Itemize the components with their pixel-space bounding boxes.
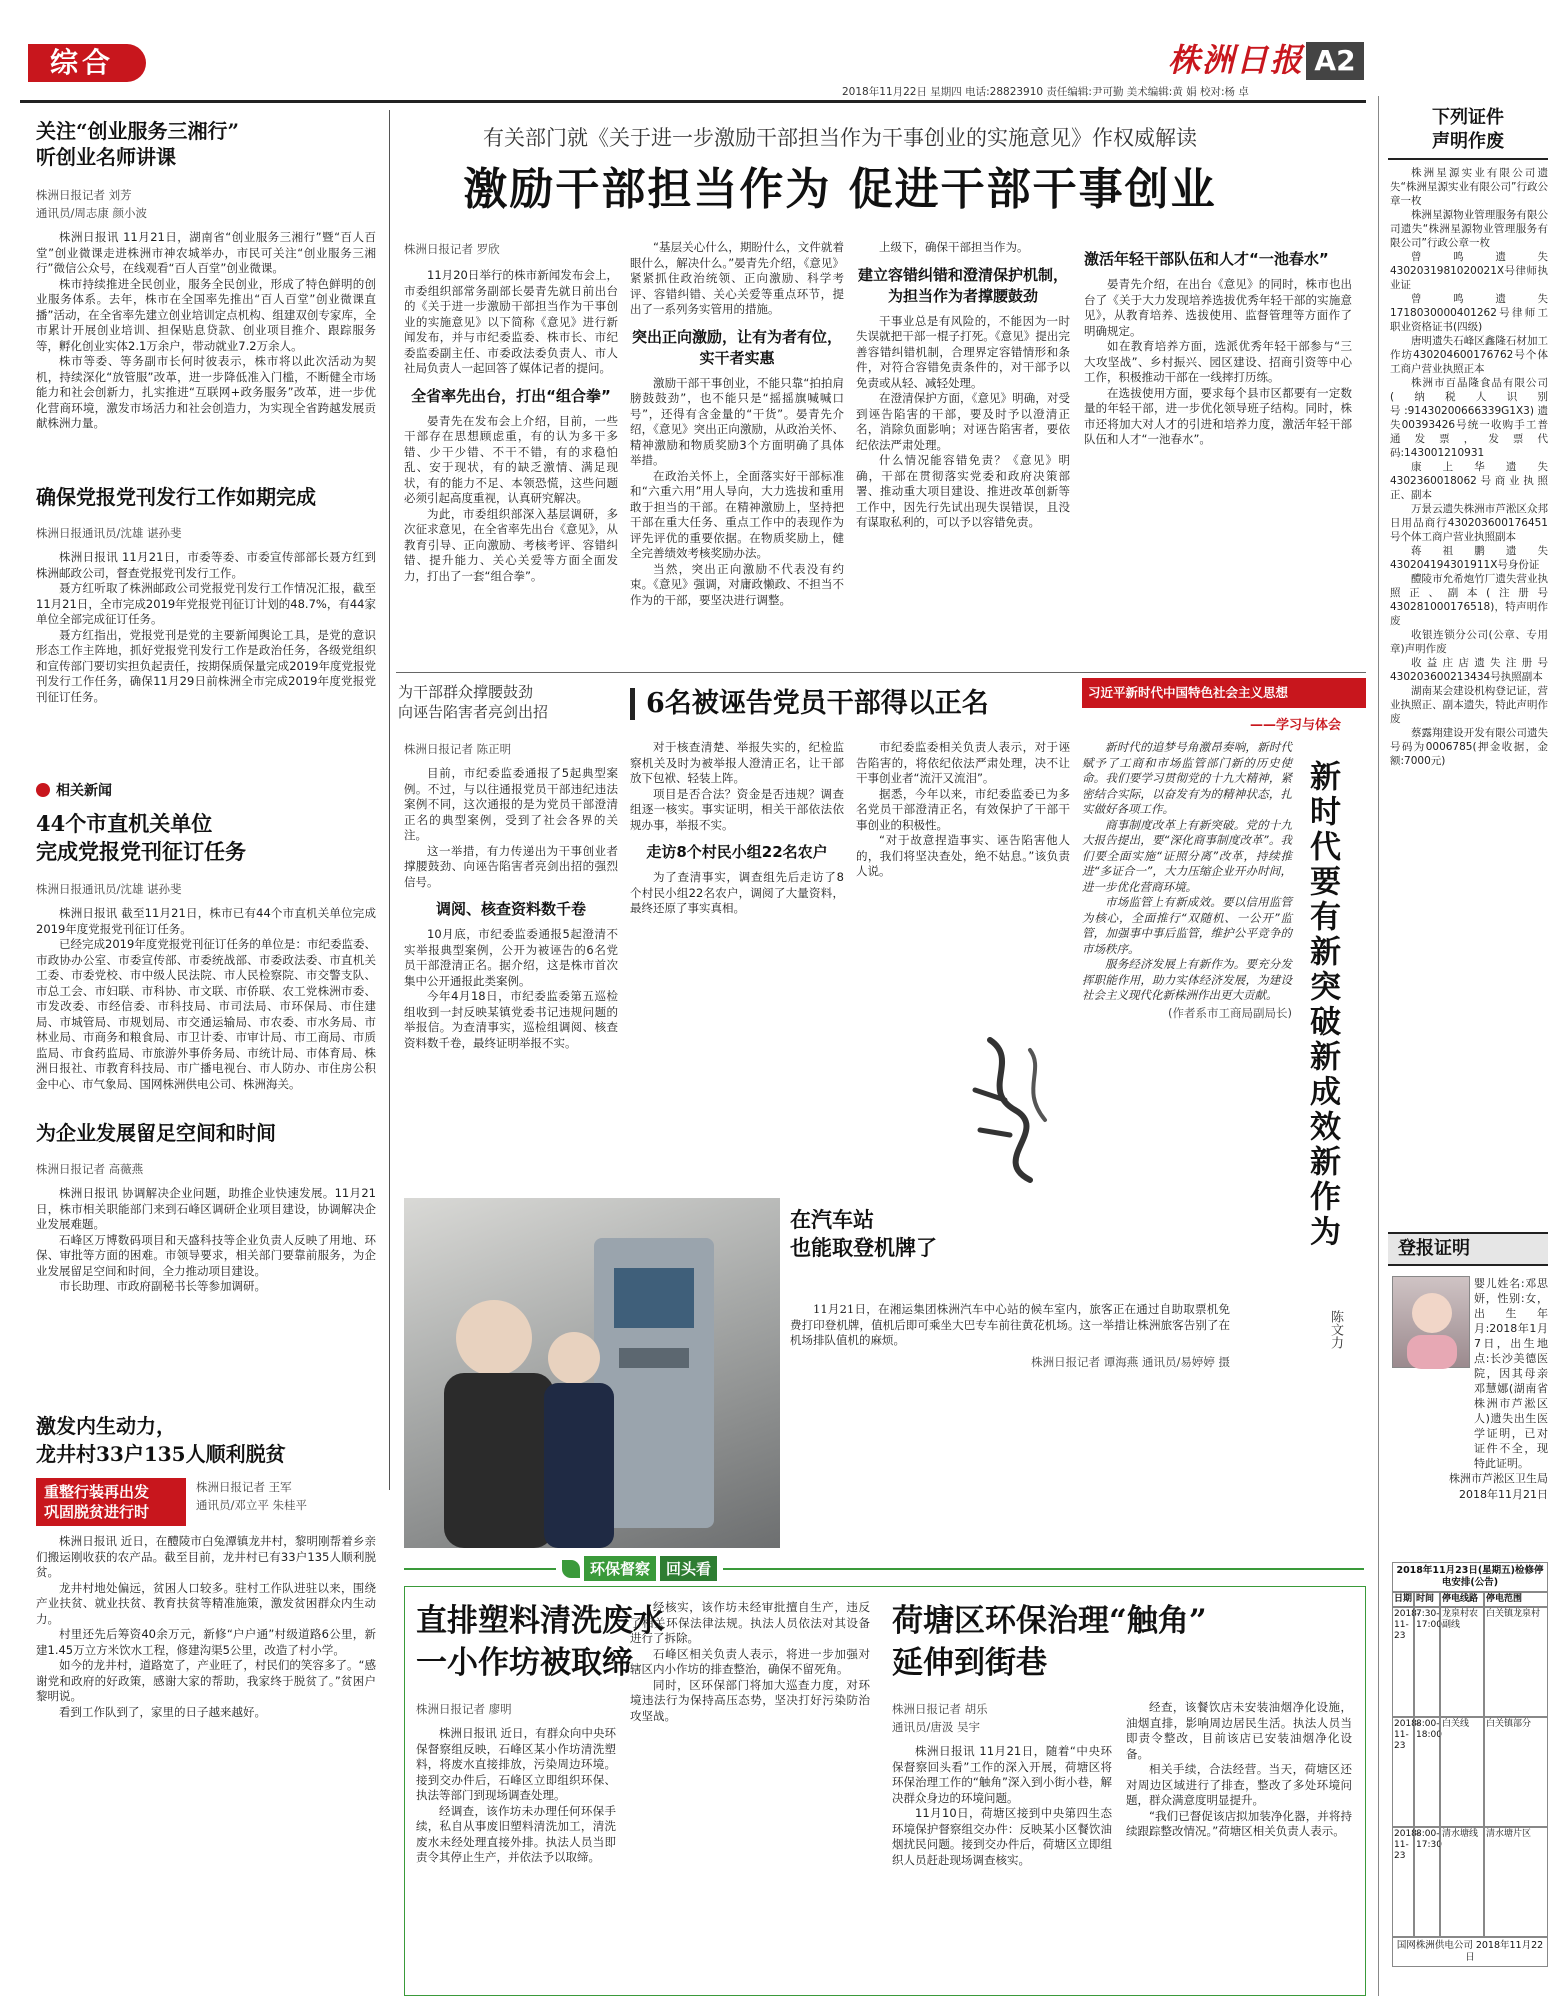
lotus-byline-2: 通讯员/唐汲 吴宇	[892, 1720, 981, 1734]
notice-item: 蒋祖鹏遗失430204194301911X号身份证	[1390, 545, 1548, 571]
main-c3-p3: 在澄清保护方面，《意见》明确，对受到诬告陷害的干部，要及时予以澄清正名，消除负面影响；对诬告陷害者，要依纪依法严肃处理。	[856, 391, 1070, 452]
related-p1: 株洲日报讯 截至11月21日，株市已有44个市直机关单位完成2019年度党报党刊征订任务。	[36, 906, 376, 936]
left-column-rule	[389, 110, 390, 1490]
thought-banner-text: 习近平新时代中国特色社会主义思想	[1088, 685, 1289, 700]
notices-header	[1388, 106, 1548, 160]
thought-author: 陈文力	[1328, 1310, 1343, 1349]
poverty-p2: 龙井村地处偏远，贫困人口较多。驻村工作队进驻以来，围绕产业扶贫、就业扶贫、教育扶贫等精准施策，激发贫困群众内生动力。	[36, 1580, 376, 1626]
calligraphy-brush-icon	[960, 1030, 1065, 1190]
notice-item: 株洲市百晶隆食品有限公司(纳税人识别号:91430200666339G1X3)遗失00393426号统一收购手工普通发票，发票代码:143001210931	[1390, 377, 1548, 459]
party-p3: 聂方红指出，党报党刊是党的主要新闻舆论工具，是党的意识形态工作主阵地，抓好党报党刊发行工作是政治任务，各级党组织和宣传部门要切实担负起责任，按期保质保量完成2019年度党报党刊发行工作任务，确保11月29日前株洲全市完成2019年度党报党刊征订任务。	[36, 627, 376, 704]
lotus-title-1: 荷塘区环保治理“触角”	[892, 1603, 1207, 1639]
notice-item: 万景云遗失株洲市芦淞区众邦日用品商行430203600176451号个体工商户营业执照副本	[1390, 503, 1548, 543]
lotus-byline-1: 株洲日报记者 胡乐	[892, 1702, 988, 1716]
frame-title: 6名被诬告党员干部得以正名	[646, 688, 989, 719]
notices-list	[1390, 166, 1548, 768]
outage-cell: 清水塘片区	[1484, 1827, 1548, 1937]
startup-p3: 株市等委、等务副市长何时彼表示，株市将以此次活动为契机，持续深化“放管服”改革，进一步降低准入门槛，不断健全市场能力和社会创新力，扎实推进“互联网+政务服务”改革，进一步优化营商环境，激发市场活力和社会创造力，为实现全省跨越发展贡献株洲力量。	[36, 354, 376, 430]
main-bottom-rule	[396, 672, 1366, 673]
main-kicker: 有关部门就《关于进一步激励干部担当作为干事创业的实施意见》作权威解读	[483, 126, 1197, 150]
thought-footer: (作者系市工商局副局长)	[1168, 1005, 1292, 1020]
notice-item: 株洲星源实业有限公司遗失“株洲星源实业有限公司”行政公章一枚	[1390, 167, 1548, 207]
enterprise-p2: 石峰区万博数码项目和天盛科技等企业负责人反映了用地、环保、审批等方面的困难。市领导要求，相关部门要靠前服务，为企业发展留足空间和时间，全力推动项目建设。	[36, 1232, 376, 1278]
env-rule	[404, 1568, 1364, 1570]
notice-item: 唐明遗失石峰区鑫隆石材加工作坊430204600176762号个体工商户营业执照正本	[1390, 335, 1548, 375]
notice-item: 收益庄店遗失注册号430203600213434号执照副本	[1390, 657, 1548, 683]
lotus-p1: 株洲日报讯 11月21日，随着“中央环保督察回头看”工作的深入开展，荷塘区将环保治理工作的“触角”深入到小街小巷，解决群众身边的环境问题。	[892, 1744, 1112, 1805]
main-c2-p3: 在政治关怀上，全面落实好干部标准和“六重六用”用人导向，大力选拔和重用敢于担当的干部。在精神激励上，坚持把干部在重大任务、重点工作中的表现作为评先评优的重要依据。在物质奖励上，健全完善绩效考核奖励办法。	[630, 468, 844, 560]
frame-kicker	[398, 682, 638, 722]
plastic-p5: 同时，区环保部门将加大巡查力度，对环境违法行为保持高压态势，坚决打好污染防治攻坚战。	[630, 1677, 870, 1723]
frame-kicker-2: 向诬告陷害者亮剑出招	[398, 703, 549, 721]
main-c2-p2: 激励干部干事创业，不能只靠“拍拍肩膀鼓鼓劲”，也不能只是“摇摇旗喊喊口号”，还得有含金量的“干货”。晏青先介绍，《意见》突出正向激励，从政治关怀、精神激励和物质奖励3个方面明确了具体举措。	[630, 375, 844, 467]
frame-c1-p2: 这一举措，有力传递出为干事创业者撑腰鼓劲、向诬告陷害者亮剑出招的强烈信号。	[404, 843, 618, 889]
main-col-3	[856, 240, 1070, 531]
main-c1-p2: 晏青先在发布会上介绍，目前，一些干部存在思想顾虑重，有的认为多干多错、少干少错、不干不错，有的求稳怕乱、安于现状，有的缺乏激情、满足现状，有的能力不足、本领恐慌，这些问题必须引起高度重视，认真研究解决。	[404, 413, 618, 505]
birth-header-text: 登报证明	[1398, 1238, 1470, 1259]
frame-col-3	[856, 740, 1070, 880]
poverty-banner	[36, 1478, 186, 1526]
party-p1: 株洲日报讯 11月21日，市委等委、市委宣传部部长聂方红到株洲邮政公司，督查党报党刊发行工作。	[36, 550, 376, 580]
photo-caption	[790, 1206, 1230, 1371]
notices-header-2: 声明作废	[1432, 131, 1504, 152]
section-label: 综合	[50, 46, 115, 79]
notices-header-1: 下列证件	[1432, 107, 1504, 128]
outage-title: 2018年11月23日(星期五)检修停电安排(公告)	[1392, 1562, 1548, 1592]
main-c3-p2: 干事业总是有风险的，不能因为一时失误就把干部一棍子打死。《意见》提出完善容错纠错机制，合理界定容错情形和条件，对符合容错免责条件的，对干部予以免责或从轻、减轻处理。	[856, 313, 1070, 390]
main-c4-sub: 激活年轻干部队伍和人才“一池春水”	[1084, 250, 1329, 268]
main-c1-p1: 11月20日举行的株市新闻发布会上，市委组织部常务副部长晏青先就日前出台的《关于进一步激励干部担当作为干事创业的实施意见》以下简称《意见》进行新闻发布，并与市纪委监委、株市长、市纪委监委副主任、市委政法委负责人、市人社局负责人一起回答了媒体记者的提问。	[404, 268, 618, 375]
party-p2: 聂方红听取了株洲邮政公司党报党刊发行工作情况汇报，截至11月21日，全市完成2019年党报党刊征订计划的48.7%，有44家单位全部完成征订任务。	[36, 581, 376, 626]
enterprise-p3: 市长助理、市政府副秘书长等参加调研。	[59, 1279, 266, 1293]
frame-kicker-1: 为干部群众撑腰鼓劲	[398, 683, 534, 701]
masthead-rule	[20, 100, 1366, 103]
plastic-title-2: 一小作坊被取缔	[416, 1645, 633, 1681]
startup-byline-2: 通讯员/周志康 颜小波	[36, 206, 148, 220]
frame-c2-p1: 对于核查清楚、举报失实的，纪检监察机关及时为被举报人澄清正名，让干部放下包袱、轻装上阵。	[630, 740, 844, 785]
related-title-1: 44个市直机关单位	[36, 811, 213, 836]
plastic-p3: 经核实，该作坊未经审批擅自生产，违反了相关环保法律法规。执法人员依法对其设备进行了拆除。	[630, 1600, 870, 1645]
enterprise-article	[36, 1120, 376, 1295]
related-news	[36, 780, 376, 1092]
notice-item: 曾鸣遗失1718030000401262号律师工职业资格证书(四级)	[1390, 293, 1548, 333]
related-news-tag	[36, 780, 376, 800]
plastic-p4: 石峰区相关负责人表示，将进一步加强对辖区内小作坊的排查整治，确保不留死角。	[630, 1646, 870, 1676]
thought-text	[1082, 740, 1292, 1022]
main-c2-p4: 当然，突出正向激励不代表没有约束。《意见》强调，对庸政懒政、不担当不作为的干部，要坚决进行调整。	[630, 561, 844, 607]
poverty-banner-2: 巩固脱贫进行时	[44, 1503, 150, 1521]
frame-c3-p1: 市纪委监委相关负责人表示，对于诬告陷害的，将依纪依法严肃处理，决不让干事创业者“流汗又流泪”。	[856, 740, 1070, 785]
main-c2-p1: “基层关心什么，期盼什么，文件就着眼什么，解决什么。”晏青先介绍，《意见》紧紧抓住政治统领、正向激励、科学考评、容错纠错、关心关爱等重点环节，提出了一系列务实管用的措施。	[630, 240, 844, 316]
photo-title-1: 在汽车站	[790, 1207, 874, 1232]
lotus-col-2	[1126, 1700, 1352, 1840]
notice-item: 株洲星源物业管理服务有限公司遗失“株洲星源物业管理服务有限公司”行政公章一枚	[1390, 209, 1548, 249]
photo-credit: 株洲日报记者 谭海燕 通讯员/易婷婷 摄	[1031, 1354, 1230, 1369]
notice-item: 曾鸣遗失4302031981020021X号律师执业证	[1390, 251, 1548, 291]
plastic-col-2	[630, 1600, 870, 1724]
bullet-icon	[36, 783, 50, 797]
poverty-banner-1: 重整行装再出发	[44, 1483, 150, 1501]
main-byline: 株洲日报记者 罗欣	[404, 242, 500, 256]
frame-c1-p3: 10月底，市纪委监委通报5起澄清不实举报典型案例，公开为被诬告的6名党员干部澄清正名。据介绍，这是株市首次集中公开通报此类案例。	[404, 927, 618, 988]
photo-caption-text: 11月21日，在湘运集团株洲汽车中心站的候车室内，旅客正在通过自助取票机免费打印登机牌，值机后即可乘坐大巴专车前往黄花机场。这一举措让株洲旅客告别了在机场排队值机的麻烦。	[790, 1302, 1230, 1347]
poverty-p5: 看到工作队到了，家里的日子越来越好。	[59, 1704, 266, 1719]
main-col-2	[630, 240, 844, 608]
main-c2-sub: 突出正向激励，让有为者有位，实干者实惠	[631, 327, 842, 367]
main-c4-p2: 如在教育培养方面，选派优秀年轻干部参与“三大攻坚战”、乡村振兴、园区建设、招商引资等中心工作，积极推动干部在一线摔打历练。	[1084, 339, 1352, 384]
outage-header: 时间	[1414, 1592, 1440, 1607]
frame-c1-p1: 目前，市纪委监委通报了5起典型案例。不过，与以往通报党员干部违纪违法案例不同，这次通报的是为党员干部澄清正名的典型案例，受到了社会各界的关注。	[404, 766, 618, 842]
main-col-4	[1084, 240, 1352, 448]
frame-c3-p3: “对于故意捏造事实、诬告陷害他人的，我们将坚决查处，绝不姑息。”该负责人说。	[856, 833, 1070, 878]
startup-title-1: 关注“创业服务三湘行”	[36, 119, 240, 143]
thought-p1: 新时代的追梦号角激昂奏响，新时代赋予了工商和市场监管部门新的历史使命。我们要学习贯彻党的十九大精神，紧密结合实际，以奋发有为的精神状态，扎实做好各项工作。	[1082, 740, 1292, 816]
lotus-col-1	[892, 1700, 1112, 1868]
notice-item: 蔡露翔建设开发有限公司遗失号码为0006785(押金收据，金额:7000元)	[1390, 727, 1548, 767]
lotus-p5: “我们已督促该店拟加装净化器，并将持续跟踪整改情况。”荷塘区相关负责人表示。	[1126, 1808, 1352, 1838]
poverty-p4: 如今的龙井村，道路宽了，产业旺了，村民们的笑容多了。“感谢党和政府的好政策，感谢大家的帮助，我家终于脱贫了。”贫困户黎明说。	[36, 1658, 376, 1703]
page-number: A2	[1306, 42, 1364, 80]
enterprise-byline: 株洲日报记者 高薇燕	[36, 1162, 144, 1176]
related-title-2: 完成党报党刊征订任务	[36, 839, 246, 864]
notice-item: 醴陵市允希炮竹厂遗失营业执照正、副本(注册号430281000176518)，特声明作废	[1390, 573, 1548, 627]
right-column-rule	[1378, 96, 1379, 1996]
party-title: 确保党报党刊发行工作如期完成	[36, 485, 316, 509]
plastic-col-1	[416, 1700, 616, 1866]
lotus-p2: 11月10日，荷塘区接到中央第四生态环境保护督察组交办件：反映某小区餐饮油烟扰民问题。接到交办件后，荷塘区立即组织人员赶赴现场调查核实。	[892, 1806, 1112, 1867]
outage-cell: 7:30-17:00	[1414, 1607, 1440, 1717]
frame-title-mark	[630, 688, 635, 720]
related-byline: 株洲日报通讯员/沈雄 谌孙斐	[36, 882, 182, 896]
birth-text-block	[1392, 1276, 1548, 1502]
notice-item: 收银连锁分公司(公章、专用章)声明作废	[1390, 629, 1548, 655]
outage-table	[1392, 1562, 1548, 1967]
lotus-p4: 相关手续，合法经营。当天，荷塘区还对周边区域进行了排查，整改了多处环境问题，群众满意度明显提升。	[1126, 1762, 1352, 1807]
plastic-title-1: 直排塑料清洗废水	[416, 1603, 664, 1639]
startup-p2: 株市持续推进全民创业，服务全民创业，形成了特色鲜明的创业服务体系。去年，株市在全国率先推出“百人百堂”创业微课直播”活动，在全省率先建立创业培训定点机构、组建双创专家库，全市累计开展创业培训、担保贴息贷款、创业项目推介、跟踪服务等，孵化创业实体2.1万余户，带动就业7.2万余人。	[36, 276, 376, 353]
party-byline: 株洲日报通讯员/沈雄 谌孙斐	[36, 526, 182, 540]
photo-title-2: 也能取登机牌了	[790, 1235, 937, 1260]
env-banner-label: 环保督察	[584, 1556, 656, 1581]
birth-header	[1388, 1232, 1548, 1266]
startup-article	[36, 118, 376, 432]
thought-p2: 商事制度改革上有新突破。党的十九大报告提出，要“深化商事制度改革”。我们要全面实施“证照分离”改革，持续推进“多证合一”，大力压缩企业开办时间，进一步优化营商环境。	[1082, 817, 1292, 894]
calligraphy-art	[960, 1030, 1065, 1190]
env-banner	[556, 1556, 723, 1581]
outage-cell: 2018-11-23	[1392, 1827, 1414, 1937]
kiosk-photo-icon	[404, 1198, 780, 1548]
main-col-1	[404, 240, 618, 584]
frame-col-2	[630, 740, 844, 917]
frame-c1-p4: 今年4月18日，市纪委监委第五巡检组收到一封反映某镇党委书记违规问题的举报信。为查清事实，巡检组调阅、核查资料数千卷，最终证明举报不实。	[404, 989, 618, 1050]
main-c3-p4: 什么情况能容错免责？《意见》明确，干部在贯彻落实党委和政府决策部署、推动重大项目建设、推进改革创新等工作中，因先行先试出现失误错误，且没有谋取私利的，可以予以容错免责。	[856, 453, 1070, 529]
outage-header: 停电范围	[1484, 1592, 1548, 1607]
frame-c3-p2: 据悉，今年以来，市纪委监委已为多名党员干部澄清正名，有效保护了干部干事创业的积极性。	[856, 786, 1070, 832]
poverty-byline-2: 通讯员/邓立平 朱桂平	[196, 1498, 308, 1512]
startup-byline-1: 株洲日报记者 刘芳	[36, 188, 132, 202]
outage-cell: 8:00-17:30	[1414, 1827, 1440, 1937]
leaf-icon	[562, 1560, 580, 1578]
outage-cell: 白关镇部分	[1484, 1717, 1548, 1827]
paper-name: 株洲日报	[1168, 41, 1305, 79]
lotus-article	[892, 1600, 1352, 1684]
birth-footer: 株洲市芦淞区卫生局	[1449, 1472, 1548, 1485]
notice-item: 康上华遗失4302360018062号商业执照正、副本	[1390, 461, 1548, 501]
main-c1-sub: 全省率先出台，打出“组合拳”	[411, 386, 611, 405]
outage-cell: 龙泉村农副线	[1440, 1607, 1484, 1717]
poverty-byline-1: 株洲日报记者 王军	[196, 1480, 292, 1494]
plastic-p1: 株洲日报讯 近日，有群众向中央环保督察组反映，石峰区某小作坊清洗塑料，将废水直接排放，污染周边环境。接到交办件后，石峰区立即组织环保、执法等部门到现场调查处理。	[416, 1726, 616, 1802]
main-c4-p3: 在选拔使用方面，要求每个县市区都要有一定数量的年轻干部，进一步优化领导班子结构。同时，株市还将加大对人才的引进和培养力度，激活年轻干部队伍和人才“一池春水”。	[1084, 385, 1352, 446]
poverty-title-1: 激发内生动力，	[36, 1414, 176, 1438]
outage-cell: 清水塘线	[1440, 1827, 1484, 1937]
frame-c2-p3: 为了查清事实，调查组先后走访了8个村民小组22名农户，调阅了大量资料，最终还原了事实真相。	[630, 870, 844, 915]
poverty-p1: 株洲日报讯 近日，在醴陵市白兔潭镇龙井村，黎明刚帮着乡亲们搬运刚收获的农产品。截至目前，龙井村已有33户135人顺利脱贫。	[36, 1534, 376, 1579]
party-article	[36, 484, 376, 705]
dateline: 2018年11月22日 星期四 电话:28823910 责任编辑:尹可勤 美术编辑:黄 娟 校对:杨 卓	[842, 86, 1249, 98]
outage-cell: 白关线	[1440, 1717, 1484, 1827]
main-c1-p3: 为此，市委组织部深入基层调研，多次征求意见，在全省率先出台《意见》，从教育引导、正向激励、考核考评、容错纠错、提升能力、关心关爱等方面全面发力，打出了一套“组合拳”。	[404, 506, 618, 583]
frame-col-1	[404, 740, 618, 1051]
outage-cell: 2018-11-23	[1392, 1717, 1414, 1827]
notice-item: 湖南某会建设机构登记证，营业执照正、副本遗失，特此声明作废	[1390, 685, 1548, 725]
outage-header: 停电线路	[1440, 1592, 1484, 1607]
frame-byline: 株洲日报记者 陈正明	[404, 742, 512, 756]
outage-header: 日期	[1392, 1592, 1414, 1607]
startup-p1: 株洲日报讯 11月21日，湖南省“创业服务三湘行”暨“百人百堂”创业微课走进株洲市神农城举办，市民可关注“创业服务三湘行”微信公众号，在线观看“百人百堂”创业微课。	[36, 230, 376, 275]
thought-p3: 市场监管上有新成效。要以信用监管为核心，全面推行“双随机、一公开”监管，加强事中事后监管，维护公平竞争的市场秩序。	[1082, 895, 1292, 956]
frame-c2-sub: 走访8个村民小组22名农户	[646, 843, 828, 861]
main-c4-p1: 晏青先介绍，在出台《意见》的同时，株市也出台了《关于大力发现培养选拔优秀年轻干部的实施意见》，从教育培养、选拔使用、监督管理等方面作了明确规定。	[1084, 277, 1352, 338]
related-news-label: 相关新闻	[56, 783, 112, 799]
startup-title-2: 听创业名师讲课	[36, 145, 176, 169]
thought-banner	[1082, 678, 1366, 708]
related-p2: 已经完成2019年度党报党刊征订任务的单位是：市纪委监委、市政协办公室、市委宣传部、市委统战部、市委政法委、市直机关工委、市委党校、市中级人民法院、市人民检察院、市交警支队、市总工会、市妇联、市科协、市文联、市侨联、农工党株洲市委、市发改委、市经信委、市科技局、市司法局、市环保局、市住建局、市城管局、市规划局、市交通运输局、市农委、市水务局、市林业局、市商务和粮食局、市卫计委、市审计局、市工商局、市质监局、市食药监局、市旅游外事侨务局、市统计局、市体育局、株洲日报社、市教育科技局、市广播电视台、市人防办、市住房公积金中心、市气象局、国网株洲供电公司、株洲海关。	[36, 937, 376, 1091]
poverty-article	[36, 1412, 376, 1720]
thought-subbanner: ——学习与体会	[1250, 718, 1342, 733]
outage-cell: 8:00-18:00	[1414, 1717, 1440, 1827]
enterprise-p1: 株洲日报讯 协调解决企业问题，助推企业快速发展。11月21日，株市相关职能部门来到石峰区调研企业项目建设，协调解决企业发展难题。	[36, 1186, 376, 1231]
photo-check-in-kiosk	[404, 1198, 780, 1548]
enterprise-title: 为企业发展留足空间和时间	[36, 1121, 276, 1145]
thought-p4: 服务经济发展上有新作为。要充分发挥职能作用，助力实体经济发展，为建设社会主义现代化新株洲作出更大贡献。	[1082, 957, 1292, 1002]
main-headline: 激励干部担当作为 促进干部干事创业	[463, 164, 1217, 215]
birth-text: 婴儿姓名:邓思妍，性别:女，出生年月:2018年1月7日，出生地点:长沙美德医院，因其母亲邓慧娜(湖南省株洲市芦淞区人)遗失出生医学证明，已对证件不全，现特此证明。	[1474, 1277, 1548, 1470]
lotus-p3: 经查，该餐饮店未安装油烟净化设施，油烟直排，影响周边居民生活。执法人员当即责令整改，目前该店已安装油烟净化设备。	[1126, 1700, 1352, 1761]
poverty-p3: 村里还先后筹资40余万元，新修“户户通”村级道路6公里，新建1.45万立方米饮水工程，修建沟渠5公里，改造了村小学。	[36, 1627, 376, 1657]
frame-c1-sub: 调阅、核查资料数千卷	[435, 900, 586, 918]
outage-cell: 2018-11-23	[1392, 1607, 1414, 1717]
main-c3-p1: 上级下，确保干部担当作为。	[879, 240, 1029, 254]
lotus-title-2: 延伸到街巷	[892, 1645, 1047, 1681]
plastic-p2: 经调查，该作坊未办理任何环保手续，私自从事废旧塑料清洗加工，清洗废水未经处理直接外排。执法人员当即责令其停止生产，并依法予以取缔。	[416, 1803, 616, 1864]
outage-footer: 国网株洲供电公司 2018年11月22日	[1392, 1937, 1548, 1967]
plastic-byline: 株洲日报记者 廖明	[416, 1702, 512, 1716]
main-c3-sub: 建立容错纠错和澄清保护机制，为担当作为者撑腰鼓劲	[857, 265, 1068, 305]
frame-c2-p2: 项目是否合法？资金是否违规？调查组逐一核实。事实证明，相关干部依法依规办事，举报不实。	[630, 786, 844, 832]
thought-vertical-title: 新时代要有新突破新成效新作为	[1304, 760, 1340, 1250]
outage-cell: 白关镇龙泉村	[1484, 1607, 1548, 1717]
poverty-title-2: 龙井村33户135人顺利脱贫	[36, 1442, 286, 1466]
env-banner-sublabel: 回头看	[660, 1556, 717, 1581]
birth-date: 2018年11月21日	[1459, 1487, 1548, 1501]
